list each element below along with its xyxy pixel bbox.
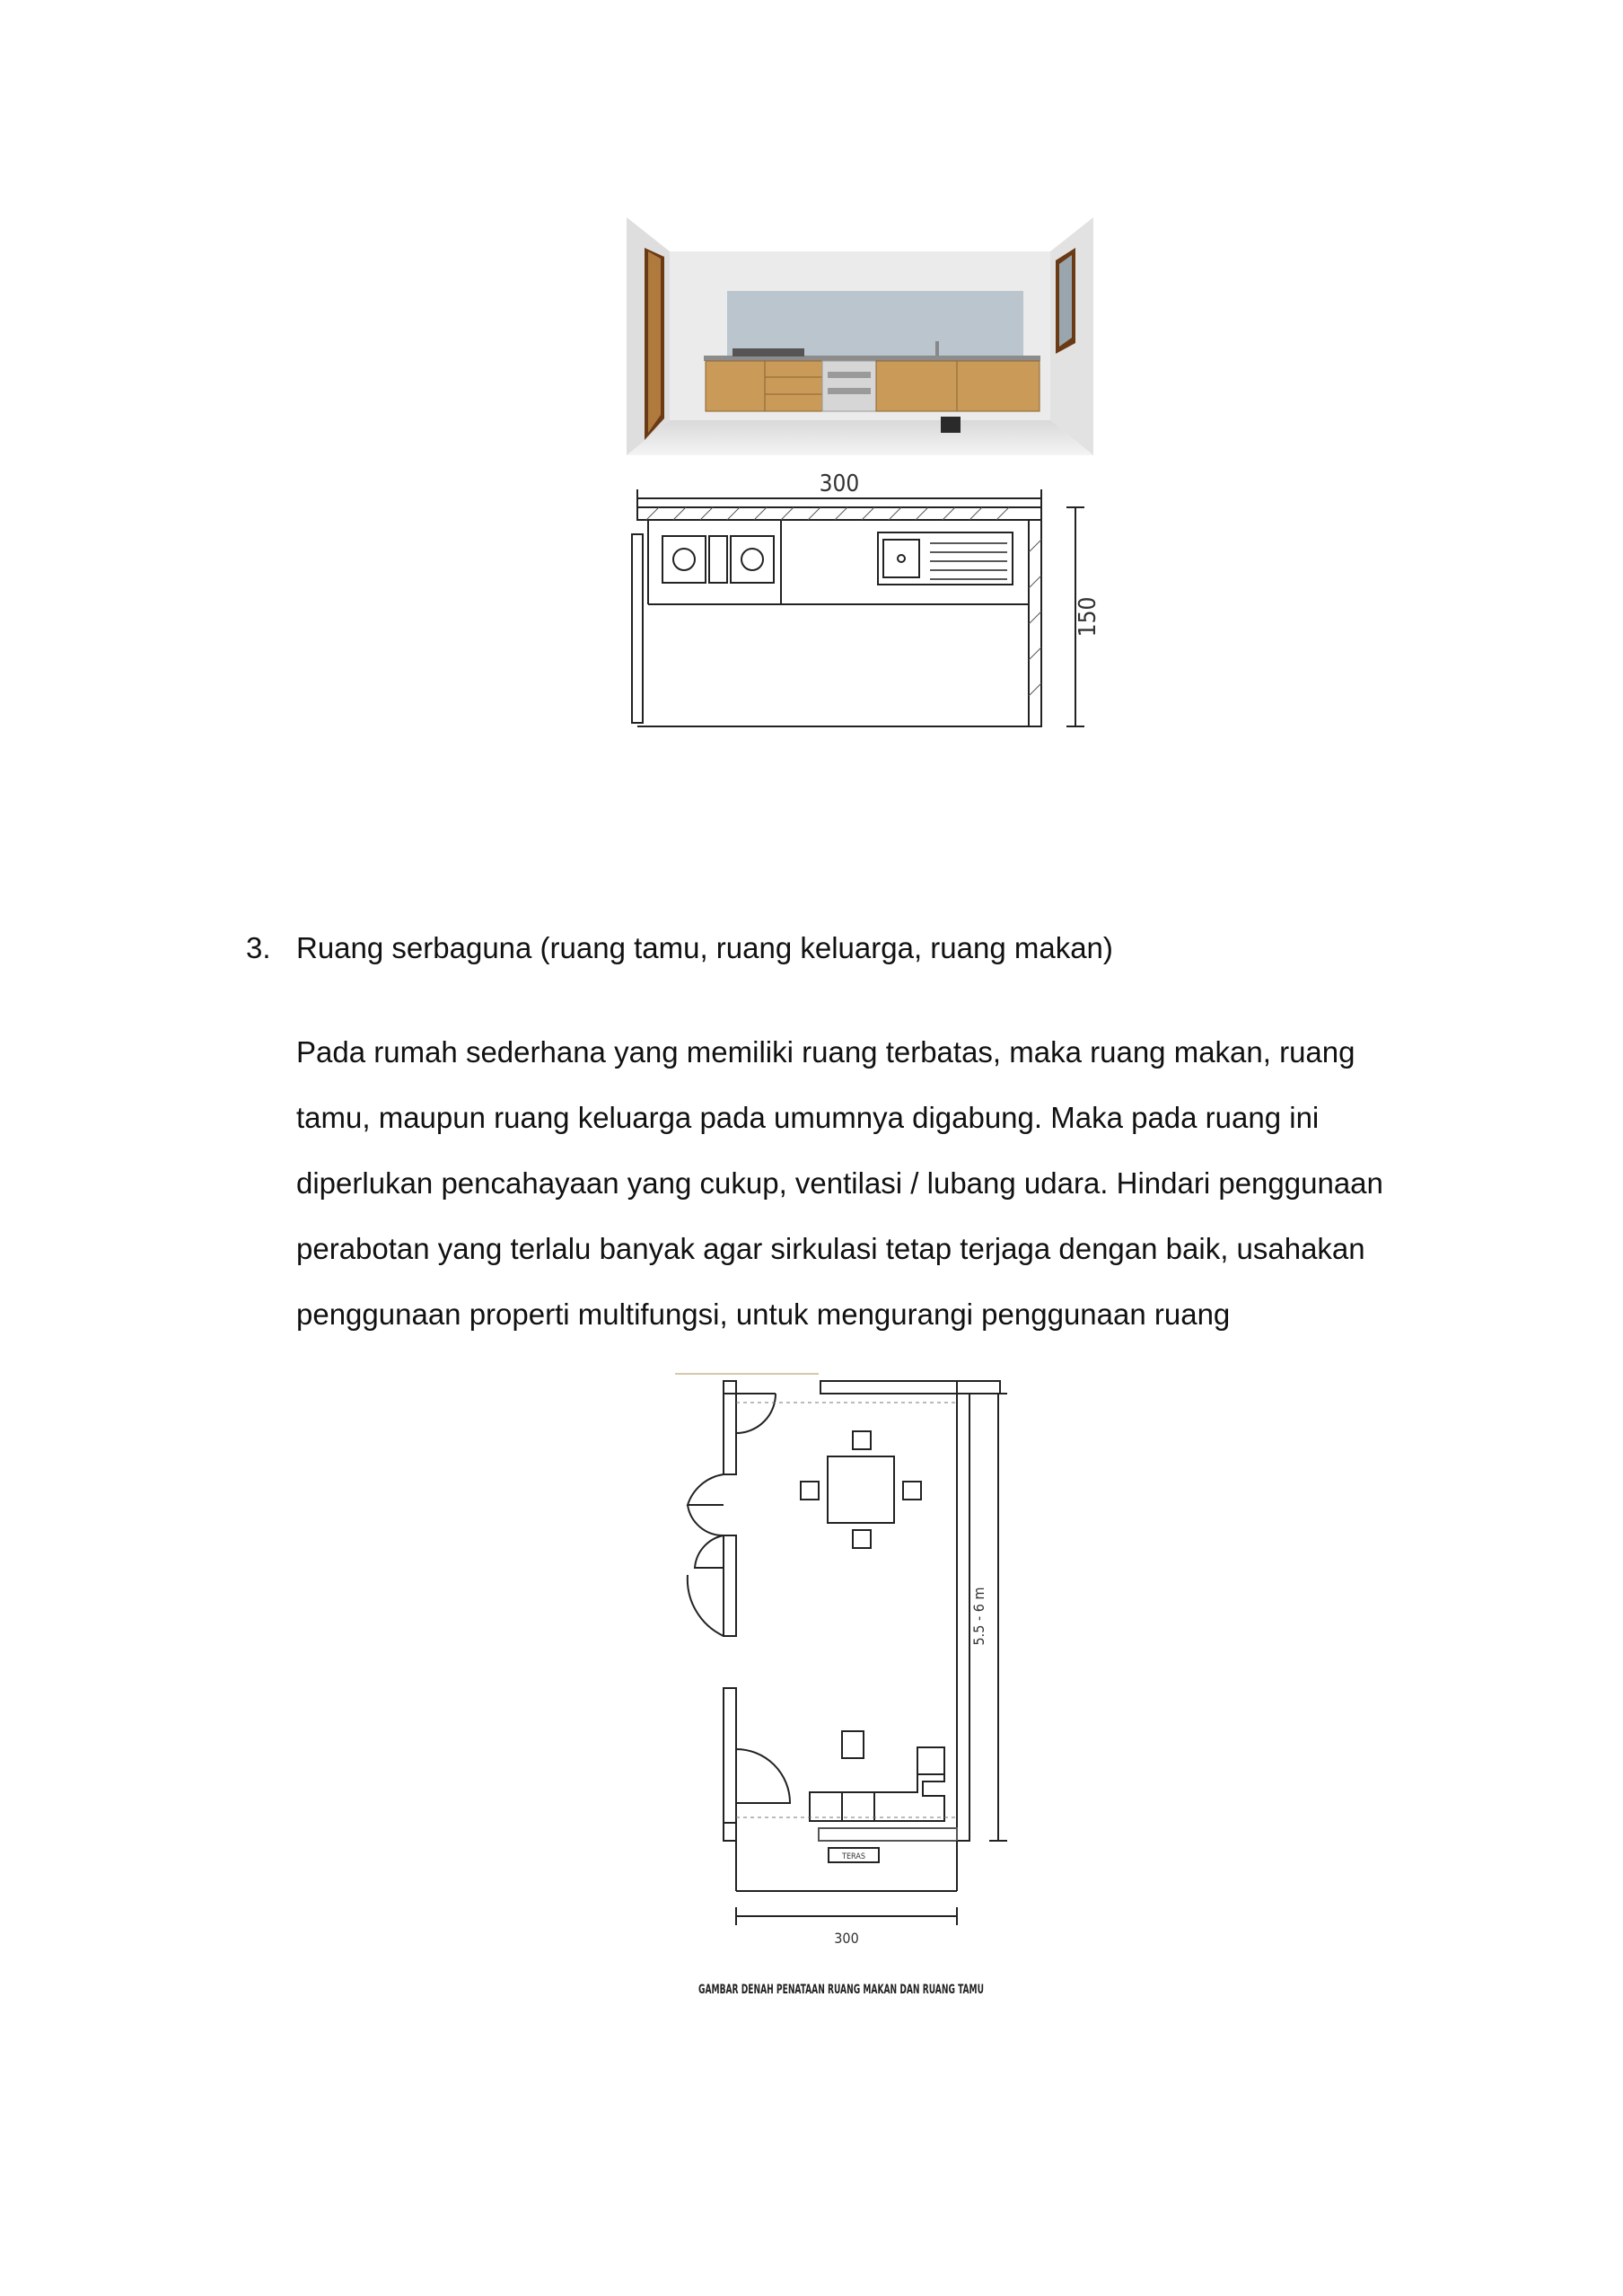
- plan-width-label: 300: [834, 1930, 859, 1947]
- terrace-label: TERAS: [842, 1852, 865, 1861]
- kitchen-width-label: 300: [819, 471, 860, 497]
- plan-length-label: 5.5 - 6 m: [970, 1587, 987, 1646]
- paragraph-line: perabotan yang terlalu banyak agar sirkulasi tetap terjaga dengan baik, usahakan: [296, 1232, 1365, 1265]
- stove: [733, 348, 804, 356]
- section-number: 3.: [246, 931, 271, 964]
- paragraph-line: Pada rumah sederhana yang memiliki ruang terbatas, maka ruang makan, ruang: [296, 1035, 1355, 1069]
- kitchen-plan: [619, 471, 1104, 745]
- bin: [941, 417, 961, 433]
- section-heading: [246, 930, 1113, 966]
- figure-caption: GAMBAR DENAH PENATAAN RUANG MAKAN DAN RUANG TAMU: [698, 1983, 984, 1997]
- paragraph-line: penggunaan properti multifungsi, untuk mengurangi penggunaan ruang: [296, 1298, 1231, 1331]
- faucet: [935, 341, 939, 356]
- backsplash-tiles: [727, 291, 1023, 357]
- cabinet-left: [706, 361, 822, 411]
- floor: [627, 420, 1093, 455]
- living-dining-plan: [675, 1372, 1025, 2001]
- paragraph-line: tamu, maupun ruang keluarga pada umumnya digabung. Maka pada ruang ini: [296, 1101, 1320, 1134]
- section-paragraph: [296, 1034, 1463, 1362]
- cabinet-right: [876, 361, 1040, 411]
- section-title: Ruang serbaguna (ruang tamu, ruang keluarga, ruang makan): [296, 931, 1113, 964]
- kitchen-render: [627, 217, 1093, 460]
- paragraph-line: diperlukan pencahayaan yang cukup, ventilasi / lubang udara. Hindari penggunaan: [296, 1166, 1383, 1200]
- kitchen-depth-label: 150: [1075, 596, 1101, 638]
- open-shelf: [822, 361, 876, 411]
